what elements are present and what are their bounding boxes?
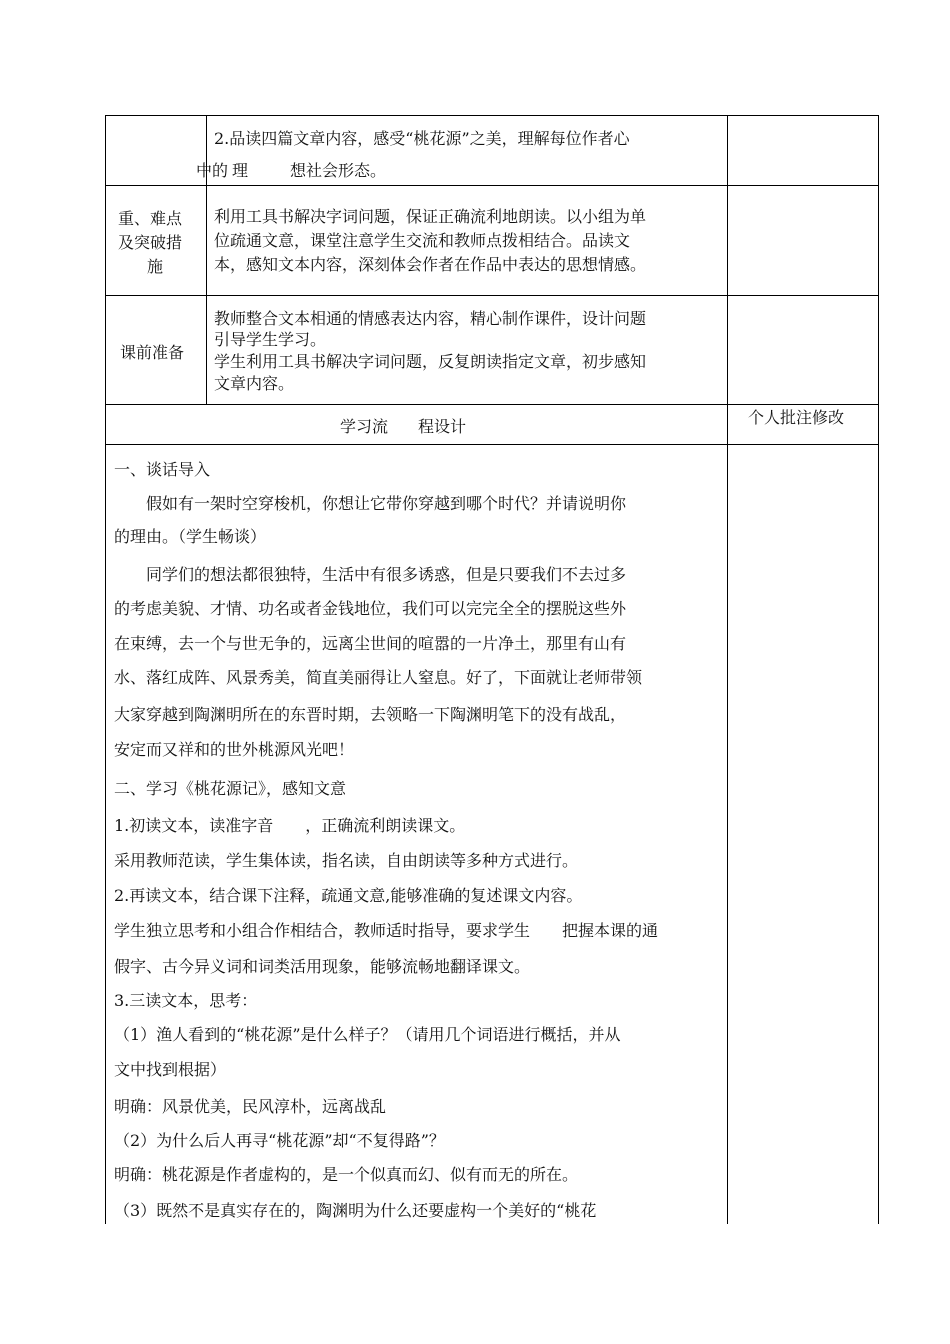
body-line-14: 学生独立思考和小组合作相结合，教师适时指导，要求学生 把握本课的通: [114, 921, 659, 940]
body-line-10: 二、学习《桃花源记》，感知文意: [114, 779, 347, 798]
key-points-label-line-2: 及突破措: [118, 233, 183, 252]
personal-notes-header: 个人批注修改: [748, 408, 845, 427]
body-line-3: 的理由。（学生畅谈）: [114, 527, 267, 546]
notes-column-divider: [727, 115, 728, 1224]
goal-2-line-2-prefix: 中的: [196, 161, 229, 180]
process-header-left: 学习流: [340, 417, 389, 436]
body-line-22: （3）既然不是真实存在的，陶渊明为什么还要虚构一个美好的“桃花: [114, 1201, 597, 1220]
prep-text-line-2: 引导学生学习。: [214, 330, 327, 349]
body-line-9: 安定而又祥和的世外桃源风光吧！: [114, 740, 355, 759]
body-line-21: 明确：桃花源是作者虚构的，是一个似真而幻、似有而无的所在。: [114, 1165, 579, 1184]
body-line-4: 同学们的想法都很独特，生活中有很多诱惑，但是只要我们不去过多: [114, 565, 627, 584]
row-divider-1: [105, 185, 879, 186]
body-line-13: 2.再读文本，结合课下注释，疏通文意,能够准确的复述课文内容。: [114, 886, 583, 905]
body-line-12: 采用教师范读，学生集体读，指名读，自由朗读等多种方式进行。: [114, 851, 579, 870]
row-divider-2: [105, 295, 879, 296]
body-line-19: 明确：风景优美，民风淳朴，远离战乱: [114, 1097, 387, 1116]
prep-text-line-1: 教师整合文本相通的情感表达内容，精心制作课件，设计问题: [214, 309, 647, 328]
body-line-1: 一、谈话导入: [114, 460, 211, 479]
row-divider-4: [105, 444, 879, 445]
body-line-6: 在束缚，去一个与世无争的，远离尘世间的喧嚣的一片净土，那里有山有: [114, 634, 627, 653]
body-line-20: （2）为什么后人再寻“桃花源”却“不复得路”？: [114, 1131, 445, 1150]
body-line-17: （1）渔人看到的“桃花源”是什么样子？（请用几个词语进行概括，并从: [114, 1025, 621, 1044]
key-points-text-line-2: 位疏通文意，课堂注意学生交流和教师点拨相结合。品读文: [214, 231, 631, 250]
goal-2-line-2-end: 想社会形态。: [290, 161, 387, 180]
body-line-5: 的考虑美貌、才情、功名或者金钱地位，我们可以完完全全的摆脱这些外: [114, 599, 627, 618]
body-line-15: 假字、古今异义词和词类活用现象，能够流畅地翻译课文。: [114, 957, 531, 976]
prep-text-line-4: 文章内容。: [214, 374, 295, 393]
table-border-right: [878, 115, 879, 1224]
goal-2-line-1: 2.品读四篇文章内容，感受“桃花源”之美，理解每位作者心: [214, 129, 630, 148]
body-line-18: 文中找到根据）: [114, 1060, 227, 1079]
key-points-label-line-3: 施: [147, 257, 164, 276]
label-column-divider: [206, 115, 207, 405]
key-points-label-line-1: 重、难点: [118, 209, 183, 228]
prep-text-line-3: 学生利用工具书解决字词问题，反复朗读指定文章，初步感知: [214, 352, 647, 371]
body-line-8: 大家穿越到陶渊明所在的东晋时期，去领略一下陶渊明笔下的没有战乱，: [114, 705, 627, 724]
row-divider-3: [105, 404, 879, 405]
body-line-7: 水、落红成阵、风景秀美，简直美丽得让人窒息。好了，下面就让老师带领: [114, 668, 643, 687]
body-line-11: 1.初读文本，读准字音 ，正确流利朗读课文。: [114, 816, 466, 835]
goal-2-line-2-mid: 理: [232, 161, 249, 180]
process-header-right: 程设计: [418, 417, 467, 436]
table-border-top: [105, 115, 879, 116]
body-line-16: 3.三读文本，思考：: [114, 991, 258, 1010]
key-points-text-line-3: 本，感知文本内容，深刻体会作者在作品中表达的思想情感。: [214, 255, 647, 274]
key-points-text-line-1: 利用工具书解决字词问题，保证正确流利地朗读。以小组为单: [214, 207, 647, 226]
table-border-left: [105, 115, 106, 1224]
body-line-2: 假如有一架时空穿梭机，你想让它带你穿越到哪个时代？并请说明你: [114, 494, 627, 513]
prep-label: 课前准备: [120, 343, 185, 362]
